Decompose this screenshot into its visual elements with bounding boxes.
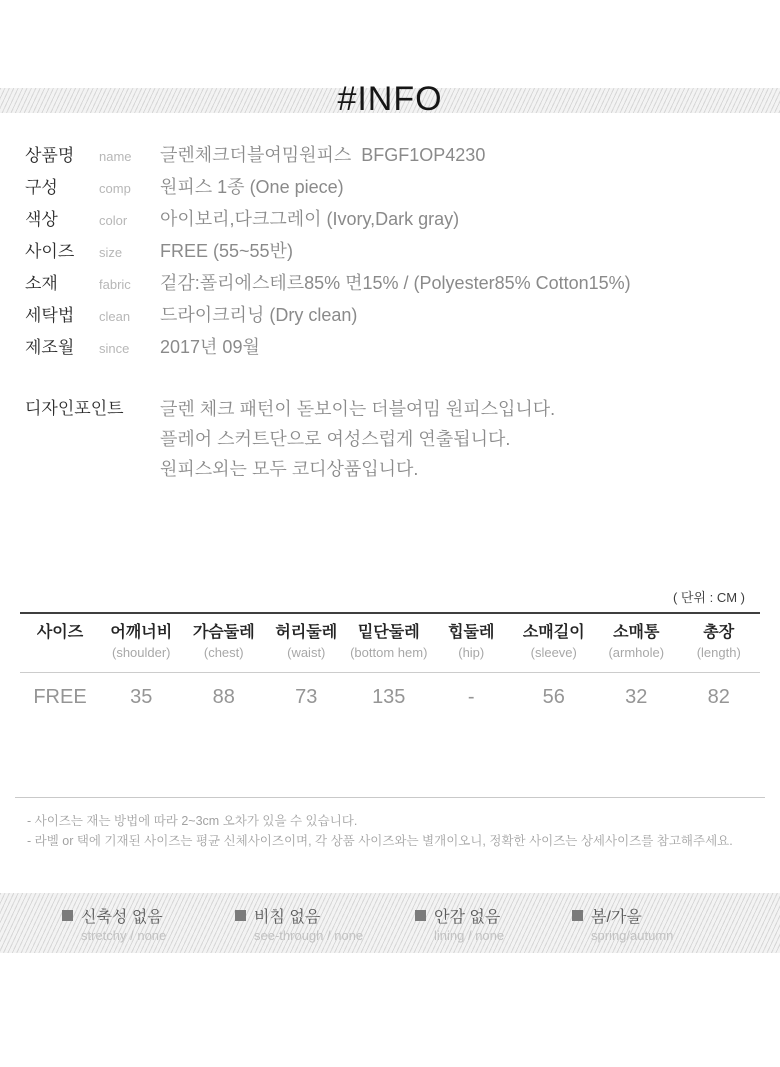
design-point-line: 플레어 스커트단으로 여성스럽게 연출됩니다. [160, 429, 511, 449]
feature-see-through [235, 904, 415, 943]
col-armhole: 소매통 (armhole) [608, 624, 665, 660]
design-point-line: 원피스외는 모두 코디상품입니다. [160, 459, 419, 479]
note-line: - 라벨 or 택에 기재된 사이즈는 평균 신체사이즈이며, 각 상품 사이즈와는 별개이오니, 정확한 사이즈는 상세사이즈를 참고해주세요. [27, 834, 733, 848]
spec-row-clean [25, 300, 780, 332]
cell-waist: 73 [295, 686, 318, 708]
spec-row-since [25, 332, 780, 364]
spec-row-name [25, 140, 780, 172]
feature-season [572, 904, 673, 943]
spec-label-ko: 상품명 [25, 146, 75, 165]
spec-label-en: comp [99, 181, 131, 196]
cell-shoulder: 35 [130, 686, 153, 708]
cell-length: 82 [707, 686, 730, 708]
spec-label-ko: 소재 [25, 274, 58, 293]
cell-armhole: 32 [625, 686, 648, 708]
spec-label-ko: 세탁법 [25, 306, 75, 325]
spec-value: 글렌체크더블여밈원피스 BFGF1OP4230 [160, 145, 486, 165]
cell-sleeve: 56 [542, 686, 565, 708]
feature-lining [415, 904, 572, 943]
col-bottom-hem: 밑단둘레 (bottom hem) [350, 624, 428, 660]
product-spec-list [25, 140, 780, 364]
spec-label-ko: 색상 [25, 210, 58, 229]
spec-label-ko: 구성 [25, 178, 58, 197]
cell-chest: 88 [212, 686, 235, 708]
size-table-row-free [20, 673, 760, 709]
feature-label-en: lining / none [434, 927, 505, 943]
square-bullet-icon [415, 910, 426, 921]
feature-label-en: see-through / none [254, 927, 364, 943]
size-table-header [20, 614, 760, 672]
design-point-label: 디자인포인트 [25, 399, 124, 418]
design-point-text [160, 394, 555, 484]
feature-label-ko: 봄/가을 [591, 908, 642, 926]
design-point-line: 글렌 체크 패턴이 돋보이는 더블여밈 원피스입니다. [160, 399, 556, 419]
spec-value: 원피스 1종 (One piece) [160, 177, 344, 197]
feature-label-en: spring/autumn [591, 927, 674, 943]
spec-label-en: color [99, 213, 128, 228]
spec-label-en: clean [99, 309, 131, 324]
unit-label: ( 단위 : CM ) [672, 590, 745, 605]
col-length: 총장 (length) [696, 624, 741, 660]
note-line: - 사이즈는 재는 방법에 따라 2~3cm 오차가 있을 수 있습니다. [27, 814, 358, 828]
spec-value: FREE (55~55반) [160, 241, 293, 261]
spec-label-en: since [99, 341, 130, 356]
cell-hip: - [467, 686, 475, 708]
feature-label-en: stretchy / none [81, 927, 167, 943]
square-bullet-icon [235, 910, 246, 921]
spec-label-ko: 제조월 [25, 338, 75, 357]
size-table-section [20, 590, 760, 709]
spec-row-size [25, 236, 780, 268]
spec-row-comp [25, 172, 780, 204]
col-size: 사이즈 [36, 624, 84, 641]
section-title: #INFO [337, 80, 443, 118]
col-waist: 허리둘레 (waist) [275, 624, 338, 660]
col-hip: 힙둘레 (hip) [448, 624, 495, 660]
spec-value: 드라이크리닝 (Dry clean) [160, 305, 358, 325]
col-chest: 가슴둘레 (chest) [192, 624, 255, 660]
col-sleeve: 소매길이 (sleeve) [522, 624, 585, 660]
spec-label-ko: 사이즈 [25, 242, 75, 261]
spec-value: 겉감:폴리에스테르85% 면15% / (Polyester85% Cotton15%) [160, 273, 631, 293]
feature-stretch [62, 904, 235, 943]
info-banner [0, 80, 780, 118]
spec-label-en: name [99, 149, 132, 164]
square-bullet-icon [572, 910, 583, 921]
feature-label-ko: 신축성 없음 [81, 908, 163, 926]
spec-label-en: fabric [99, 277, 131, 292]
size-notes [27, 811, 765, 851]
spec-label-en: size [99, 245, 123, 260]
spec-value: 아이보리,다크그레이 (Ivory,Dark gray) [160, 209, 460, 229]
cell-size: FREE [33, 686, 87, 708]
square-bullet-icon [62, 910, 73, 921]
spec-row-fabric [25, 268, 780, 300]
cell-bottom-hem: 135 [372, 686, 406, 708]
spec-row-color [25, 204, 780, 236]
col-shoulder: 어깨너비 (shoulder) [110, 624, 173, 660]
design-point-section [25, 394, 780, 484]
feature-label-ko: 안감 없음 [434, 908, 501, 926]
notes-divider [15, 797, 765, 798]
fabric-features-band [0, 893, 780, 953]
spec-value: 2017년 09월 [160, 337, 260, 357]
feature-label-ko: 비침 없음 [254, 908, 321, 926]
